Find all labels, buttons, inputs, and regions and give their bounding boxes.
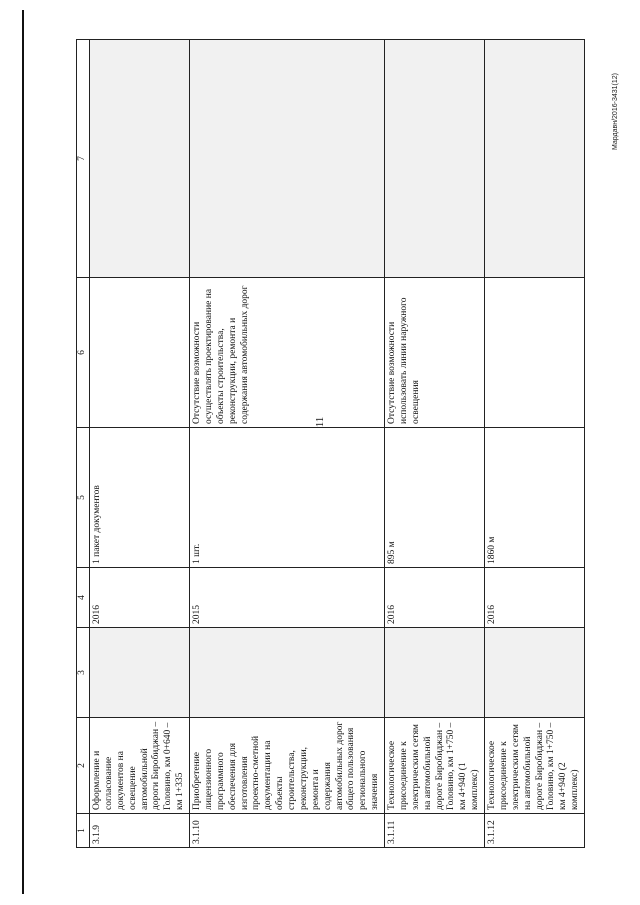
cell-col3 bbox=[190, 628, 385, 718]
quantity: 1 шт. bbox=[190, 428, 385, 568]
left-margin-rule bbox=[22, 10, 24, 894]
year: 2016 bbox=[90, 568, 190, 628]
measure-name: Технологическое присоединение к электрическим сетям на автомобильной дороге Биробиджан – Головино, км 1+750 – км 4+940 (2 комплекс) bbox=[485, 718, 585, 814]
column-header: 3 bbox=[77, 628, 90, 718]
table-row bbox=[385, 40, 485, 848]
cell-col7 bbox=[385, 40, 485, 278]
row-number: 3.1.12 bbox=[485, 814, 585, 848]
row-number: 3.1.11 bbox=[385, 814, 485, 848]
column-header: 4 bbox=[77, 568, 90, 628]
year: 2016 bbox=[485, 568, 585, 628]
table-row bbox=[90, 40, 190, 848]
table-header-row bbox=[77, 40, 90, 848]
table-row bbox=[190, 40, 385, 848]
cell-col7 bbox=[90, 40, 190, 278]
cell-col3 bbox=[385, 628, 485, 718]
quantity: 895 м bbox=[385, 428, 485, 568]
table-row bbox=[485, 40, 585, 848]
cell-col3 bbox=[485, 628, 585, 718]
quantity: 1 пакет документов bbox=[90, 428, 190, 568]
page-number: 11 bbox=[314, 416, 326, 428]
cell-col7 bbox=[190, 40, 385, 278]
year: 2015 bbox=[190, 568, 385, 628]
rotated-table-container bbox=[76, 40, 600, 848]
column-header: 2 bbox=[77, 718, 90, 814]
cell-col7 bbox=[485, 40, 585, 278]
column-header: 7 bbox=[77, 40, 90, 278]
consequence: Отсутствие возможности осуществлять проектирование на объекты строительства, реконструкции, ремонта и содержания автомобильных дорог bbox=[190, 278, 385, 428]
measure-name: Оформление и согласование документов на освещение автомобильной дороги Биробиджан – Головино, км 0+640 – км 1+335 bbox=[90, 718, 190, 814]
measure-name: Технологическое присоединение к электрическим сетям на автомобильной дороге Биробиджан – Головино, км 1+750 – км 4+940 (1 комплекс) bbox=[385, 718, 485, 814]
consequence: Отсутствие возможности использовать линии наружного освещения bbox=[385, 278, 485, 428]
measures-table bbox=[76, 39, 585, 848]
column-header: 1 bbox=[77, 814, 90, 848]
column-header: 6 bbox=[77, 278, 90, 428]
column-header: 5 bbox=[77, 428, 90, 568]
consequence bbox=[90, 278, 190, 428]
quantity: 1860 м bbox=[485, 428, 585, 568]
row-number: 3.1.9 bbox=[90, 814, 190, 848]
measure-name: Приобретение лицензионного программного обеспечения для изготовления проектно-сметной документации на объекты строительства, реконструкции, ремонта и содержания автомобильных дорог общего пользования регионального значения bbox=[190, 718, 385, 814]
cell-col3 bbox=[90, 628, 190, 718]
year: 2016 bbox=[385, 568, 485, 628]
consequence bbox=[485, 278, 585, 428]
side-stamp: Мардавн/2016-3431(12) bbox=[612, 73, 619, 150]
row-number: 3.1.10 bbox=[190, 814, 385, 848]
